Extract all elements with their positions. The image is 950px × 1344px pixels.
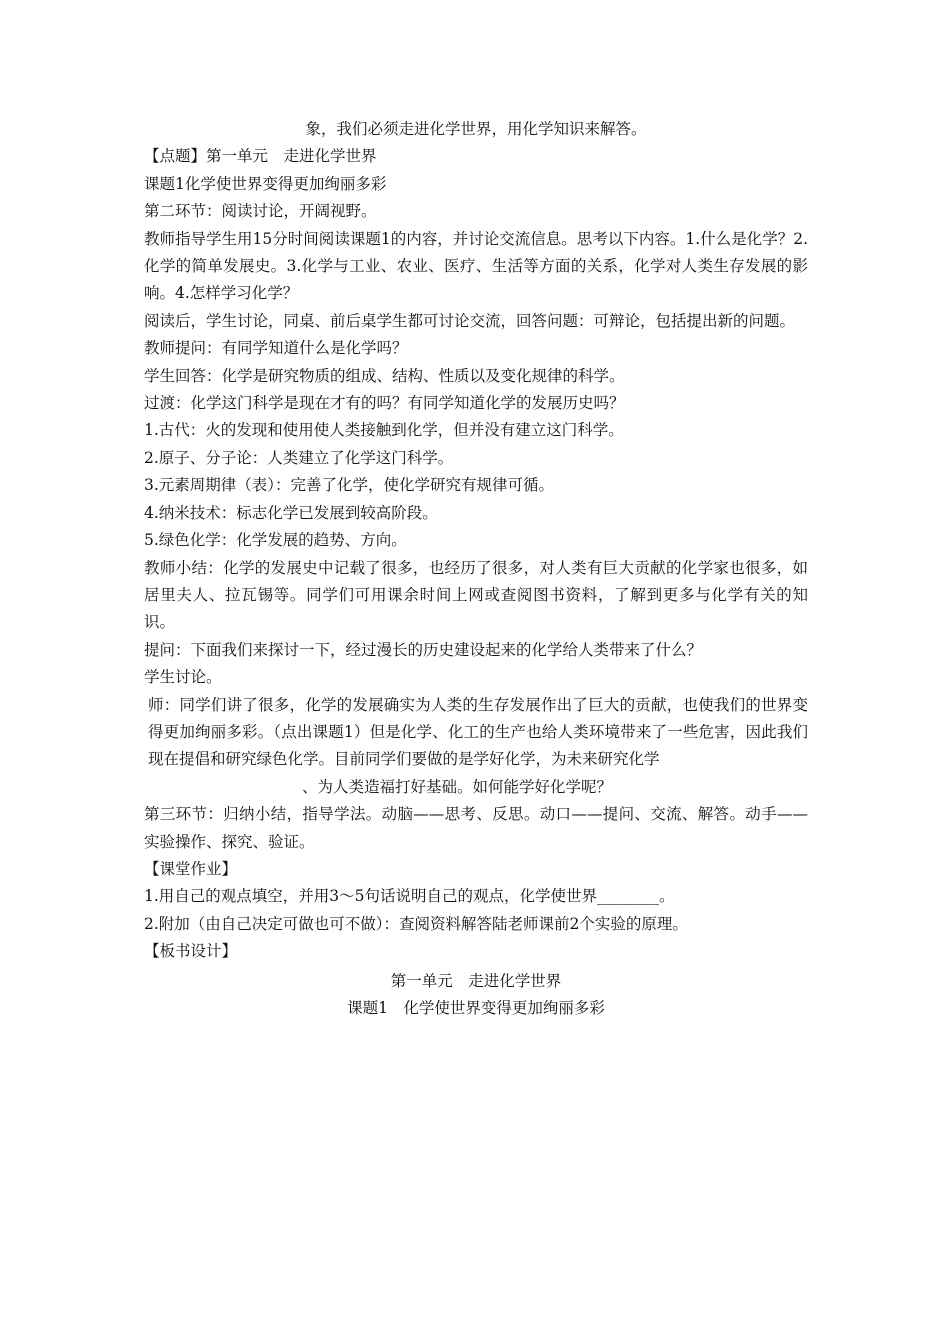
homework-heading: 【课堂作业】 [144, 859, 238, 878]
board-lesson-title: 课题1 化学使世界变得更加绚丽多彩 [347, 999, 605, 1017]
teacher-talk-end-line: 、为人类造福打好基础。如何能学好化学呢？ [302, 777, 613, 796]
topic-line: 【点题】第一单元 走进化学世界 [144, 147, 377, 166]
teacher-guide-paragraph: 教师指导学生用15分时间阅读课题1的内容，并讨论交流信息。思考以下内容。1.什么是化学？2.化学的简单发展史。3.化学与工业、农业、医疗、生活等方面的关系，化学对人类生存发展的影响。4.怎样学习化学？ [144, 229, 808, 303]
lesson-title-line: 课题1化学使世界变得更加绚丽多彩 [144, 174, 387, 193]
history-item-2: 2.原子、分子论：人类建立了化学这门科学。 [144, 448, 454, 467]
homework-item-1: 1.用自己的观点填空，并用3～5句话说明自己的观点，化学使世界________。 [144, 887, 675, 906]
section3-paragraph: 第三环节：归纳小结，指导学法。动脑——思考、反思。动口——提问、交流、解答。动手——实验操作、探究、验证。 [144, 805, 808, 851]
intro-end-line: 象，我们必须走进化学世界，用化学知识来解答。 [305, 120, 647, 138]
transition-line: 过渡：化学这门科学是现在才有的吗？有同学知道化学的发展历史吗？ [144, 394, 625, 413]
question2-line: 提问：下面我们来探讨一下，经过漫长的历史建设起来的化学给人类带来了什么？ [144, 640, 703, 659]
history-item-4: 4.纳米技术：标志化学已发展到较高阶段。 [144, 503, 438, 522]
section2-heading: 第二环节：阅读讨论，开阔视野。 [144, 202, 377, 221]
after-reading-paragraph: 阅读后，学生讨论，同桌、前后桌学生都可讨论交流，回答问题：可辩论，包括提出新的问题。 [144, 311, 796, 330]
document-page [144, 116, 808, 1022]
teacher-talk-paragraph: 师：同学们讲了很多，化学的发展确实为人类的生存发展作出了巨大的贡献，也使我们的世界变得更加绚丽多彩。（点出课题1）但是化学、化工的生产也给人类环境带来了一些危害，因此我们现在提倡和研究绿色化学。目前同学们要做的是学好化学，为未来研究化学 [148, 695, 808, 769]
teacher-question-line: 教师提问：有同学知道什么是化学吗？ [144, 339, 408, 358]
history-item-5: 5.绿色化学：化学发展的趋势、方向。 [144, 531, 407, 550]
student-discuss-line: 学生讨论。 [144, 668, 222, 687]
board-unit-title: 第一单元 走进化学世界 [390, 971, 562, 990]
student-answer-line: 学生回答：化学是研究物质的组成、结构、性质以及变化规律的科学。 [144, 366, 625, 385]
board-design [144, 968, 808, 1023]
history-item-3: 3.元素周期律（表）：完善了化学，使化学研究有规律可循。 [144, 476, 555, 495]
homework-item-2: 2.附加（由自己决定可做也可不做）：查阅资料解答陆老师课前2个实验的原理。 [144, 914, 688, 933]
board-design-heading: 【板书设计】 [144, 942, 238, 961]
teacher-summary-paragraph: 教师小结：化学的发展史中记载了很多，也经历了很多，对人类有巨大贡献的化学家也很多，如居里夫人、拉瓦锡等。同学们可用课余时间上网或查阅图书资料，了解到更多与化学有关的知识。 [144, 558, 808, 632]
history-item-1: 1.古代：火的发现和使用使人类接触到化学，但并没有建立这门科学。 [144, 421, 624, 440]
